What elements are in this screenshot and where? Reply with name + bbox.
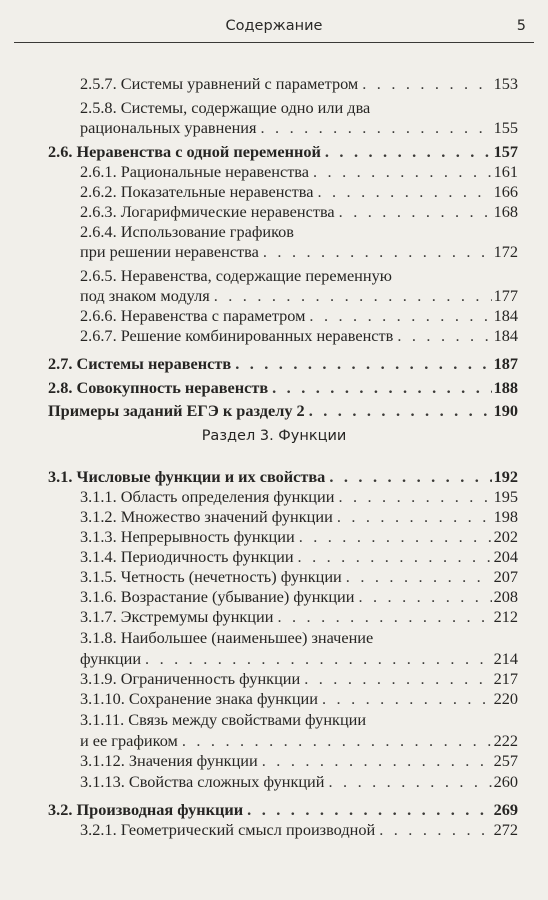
- toc-leader: [260, 117, 491, 139]
- toc-leader: [329, 771, 492, 793]
- toc-entry-title: 3.1.3. Непрерывность функции: [80, 527, 295, 546]
- toc-entry: [80, 526, 518, 548]
- toc-entry-title: рациональных уравнения: [80, 118, 257, 137]
- toc-leader: [247, 799, 491, 821]
- toc-entry-title: 3.1.7. Экстремумы функции: [80, 607, 274, 626]
- toc-entry: [80, 566, 518, 588]
- toc-leader: [358, 586, 491, 608]
- toc-entry-title: Примеры заданий ЕГЭ к разделу 2: [48, 401, 305, 420]
- toc-entry: [80, 771, 518, 793]
- toc-entry-title: 3.1.5. Четность (нечетность) функции: [80, 567, 342, 586]
- toc-leader: [346, 566, 492, 588]
- toc-entry-page: 269: [493, 800, 518, 819]
- toc-entry: [80, 586, 518, 608]
- toc-leader: [313, 161, 492, 183]
- toc-entry-title: 3.1.13. Свойства сложных функций: [80, 772, 325, 791]
- toc-entry-title: 3.2.1. Геометрический смысл производной: [80, 820, 376, 839]
- toc-section-entry: [48, 377, 518, 399]
- toc-entry-continuation: [80, 117, 518, 139]
- toc-section-entry: [48, 353, 518, 375]
- toc-entry-page: 222: [493, 731, 518, 750]
- toc-leader: [262, 750, 492, 772]
- toc-entry-title: 2.6.4. Использование графиков: [80, 222, 294, 241]
- toc-leader: [277, 606, 491, 628]
- toc-entry-page: 195: [493, 487, 518, 506]
- toc-section-entry: [48, 799, 518, 821]
- toc-leader: [145, 648, 492, 670]
- toc-entry: [80, 750, 518, 772]
- toc-entry-page: 257: [493, 751, 518, 770]
- toc-leader: [304, 668, 491, 690]
- toc-entry: [80, 506, 518, 528]
- toc-leader: [272, 377, 491, 399]
- toc-entry-page: 204: [493, 547, 518, 566]
- toc-entry-title: 2.5.8. Системы, содержащие одно или два: [80, 98, 371, 117]
- toc-entry: [80, 627, 373, 649]
- header-page-number: 5: [516, 18, 526, 34]
- toc-entry: [80, 486, 518, 508]
- toc-entry: [80, 181, 518, 203]
- header-title: Содержание: [225, 18, 323, 34]
- toc-entry-page: 166: [493, 182, 518, 201]
- toc-entry-continuation: [80, 285, 518, 307]
- toc-leader: [309, 400, 492, 422]
- toc-entry-title: 2.8. Совокупность неравенств: [48, 378, 269, 397]
- toc-leader: [214, 285, 492, 307]
- toc-entry: [80, 201, 518, 223]
- toc-leader: [397, 325, 491, 347]
- toc-entry: [80, 221, 294, 243]
- toc-leader: [329, 466, 491, 488]
- toc-leader: [299, 526, 492, 548]
- toc-entry-page: 188: [493, 378, 518, 397]
- toc-entry-title: 2.6. Неравенства с одной переменной: [48, 142, 321, 161]
- toc-entry-page: 161: [493, 162, 518, 181]
- toc-entry-title: 2.5.7. Системы уравнений с параметром: [80, 74, 359, 93]
- toc-leader: [263, 241, 492, 263]
- toc-entry-page: 260: [493, 772, 518, 791]
- toc-entry-page: 192: [493, 467, 518, 486]
- toc-entry-title: 2.6.2. Показательные неравенства: [80, 182, 314, 201]
- toc-entry: [80, 819, 518, 841]
- toc-entry: [80, 709, 366, 731]
- toc-entry: [80, 546, 518, 568]
- toc-leader: [322, 688, 492, 710]
- toc-entry: [80, 97, 370, 119]
- toc-entry-page: 177: [493, 286, 518, 305]
- toc-entry-title: 2.7. Системы неравенств: [48, 354, 232, 373]
- toc-entry-page: 155: [493, 118, 518, 137]
- toc-entry-page: 214: [493, 649, 518, 668]
- toc-entry: [80, 688, 518, 710]
- toc-entry: [80, 73, 518, 95]
- toc-entry-page: 190: [493, 401, 518, 420]
- toc-entry-page: 208: [493, 587, 518, 606]
- toc-entry-title: 3.1.9. Ограниченность функции: [80, 669, 301, 688]
- toc-entry-title: 2.6.7. Решение комбинированных неравенств: [80, 326, 394, 345]
- toc-entry-title: 2.6.6. Неравенства с параметром: [80, 306, 306, 325]
- toc-entry-title: 2.6.1. Рациональные неравенства: [80, 162, 310, 181]
- toc-leader: [338, 486, 491, 508]
- toc-entry-continuation: [80, 730, 518, 752]
- toc-entry-title: 2.6.3. Логарифмические неравенства: [80, 202, 335, 221]
- toc-entry-page: 272: [493, 820, 518, 839]
- toc-entry-title: функции: [80, 649, 142, 668]
- toc-entry-page: 212: [493, 607, 518, 626]
- toc-entry-page: 207: [493, 567, 518, 586]
- toc-entry-title: 3.2. Производная функции: [48, 800, 244, 819]
- toc-entry-title: при решении неравенства: [80, 242, 259, 261]
- toc-entry-title: 3.1.11. Связь между свойствами функции: [80, 710, 367, 729]
- toc-entry: [80, 161, 518, 183]
- toc-entry-page: 168: [493, 202, 518, 221]
- toc-entry-page: 198: [493, 507, 518, 526]
- toc-entry-continuation: [80, 648, 518, 670]
- toc-entry-title: 3.1.4. Периодичность функции: [80, 547, 294, 566]
- toc-leader: [362, 73, 491, 95]
- toc-entry-page: 184: [493, 306, 518, 325]
- toc-entry: [80, 325, 518, 347]
- toc-entry-continuation: [80, 241, 518, 263]
- toc-entry-title: 3.1. Числовые функции и их свойства: [48, 467, 326, 486]
- toc-entry-page: 202: [493, 527, 518, 546]
- toc-entry-title: 3.1.10. Сохранение знака функции: [80, 689, 318, 708]
- toc-leader: [325, 141, 492, 163]
- toc-entry-title: под знаком модуля: [80, 286, 210, 305]
- toc-leader: [337, 506, 492, 528]
- toc-entry-title: 3.1.2. Множество значений функции: [80, 507, 333, 526]
- toc-leader: [379, 819, 491, 841]
- toc-leader: [182, 730, 492, 752]
- toc-entry-page: 187: [493, 354, 518, 373]
- toc-entry-title: 3.1.1. Область определения функции: [80, 487, 335, 506]
- toc-section-entry: [48, 141, 518, 163]
- toc-entry: [80, 606, 518, 628]
- toc-entry-page: 217: [493, 669, 518, 688]
- toc-entry: [80, 305, 518, 327]
- toc-entry-title: 3.1.6. Возрастание (убывание) функции: [80, 587, 355, 606]
- toc-entry-title: и ее графиком: [80, 731, 178, 750]
- toc-entry-page: 220: [493, 689, 518, 708]
- toc-leader: [235, 353, 491, 375]
- toc-section-entry: [48, 466, 518, 488]
- toc-entry-title: 3.1.12. Значения функции: [80, 751, 258, 770]
- toc-leader: [339, 201, 492, 223]
- toc-section-entry: [48, 400, 518, 422]
- toc-entry: [80, 265, 392, 287]
- section-heading: Раздел 3. Функции: [201, 428, 347, 444]
- toc-entry-page: 184: [493, 326, 518, 345]
- toc-entry: [80, 668, 518, 690]
- toc-leader: [309, 305, 491, 327]
- toc-leader: [298, 546, 492, 568]
- toc-entry-page: 153: [493, 74, 518, 93]
- toc-entry-page: 157: [493, 142, 518, 161]
- toc-entry-title: 3.1.8. Наибольшее (наименьшее) значение: [80, 628, 374, 647]
- toc-entry-title: 2.6.5. Неравенства, содержащие переменную: [80, 266, 392, 285]
- toc-leader: [317, 181, 491, 203]
- toc-entry-page: 172: [493, 242, 518, 261]
